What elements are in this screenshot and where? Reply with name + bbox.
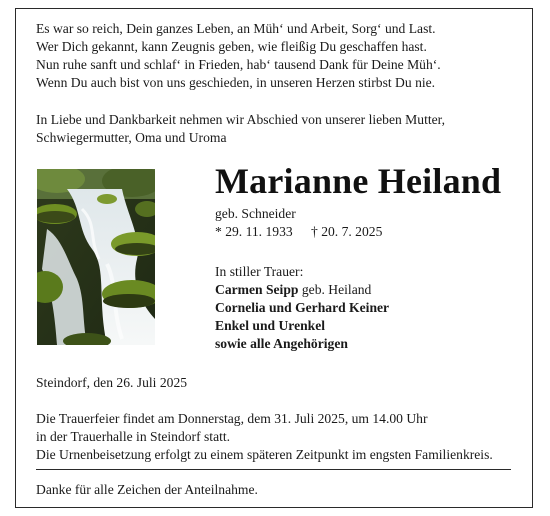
maiden-name: geb. Schneider xyxy=(215,206,296,221)
ceremony-line: in der Trauerhalle in Steindorf statt. xyxy=(36,429,231,444)
mourner-name: Carmen Seipp xyxy=(215,282,299,297)
poem-verse xyxy=(36,20,516,92)
intro-line: Schwiegermutter, Oma und Uroma xyxy=(36,130,227,145)
mourner-line: Enkel und Urenkel xyxy=(215,318,326,333)
mourner-line xyxy=(215,281,389,299)
birth-date: * 29. 11. 1933 xyxy=(215,224,293,239)
mourner-line: Cornelia und Gerhard Keiner xyxy=(215,300,390,315)
poem-line: Nun ruhe sanft und schlaf‘ in Frieden, hab‘ tausend Dank für Deine Müh‘. xyxy=(36,57,441,72)
ceremony-line: Die Trauerfeier findet am Donnerstag, dem 31. Juli 2025, um 14.00 Uhr xyxy=(36,411,428,426)
stream-photo xyxy=(37,169,155,345)
mourner-line: sowie alle Angehörigen xyxy=(215,336,348,351)
farewell-intro xyxy=(36,111,516,147)
place-and-date: Steindorf, den 26. Juli 2025 xyxy=(36,375,188,390)
death-date: † 20. 7. 2025 xyxy=(311,224,383,239)
mourning-label: In stiller Trauer: xyxy=(215,264,304,279)
mourners-list xyxy=(215,281,389,353)
intro-line: In Liebe und Dankbarkeit nehmen wir Abschied von unserer lieben Mutter, xyxy=(36,112,446,127)
poem-line: Wer Dich gekannt, kann Zeugnis geben, wie fleißig Du geschaffen hast. xyxy=(36,39,427,54)
poem-line: Es war so reich, Dein ganzes Leben, an Müh‘ und Arbeit, Sorg‘ und Last. xyxy=(36,21,436,36)
ceremony-info xyxy=(36,410,526,464)
divider-line xyxy=(36,469,511,470)
poem-line: Wenn Du auch bist von uns geschieden, in unseren Herzen stirbst Du nie. xyxy=(36,75,436,90)
ceremony-line: Die Urnenbeisetzung erfolgt zu einem späteren Zeitpunkt im engsten Familienkreis. xyxy=(36,447,493,462)
stream-photo-image xyxy=(37,169,155,345)
mourner-nee: geb. Heiland xyxy=(298,282,372,297)
deceased-name: Marianne Heiland xyxy=(215,161,502,201)
life-dates xyxy=(215,223,383,241)
thanks-note: Danke für alle Zeichen der Anteilnahme. xyxy=(36,482,258,497)
